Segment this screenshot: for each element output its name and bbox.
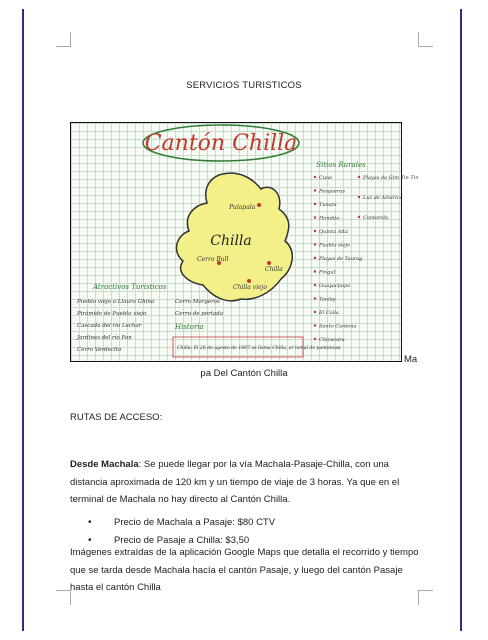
middle-section-title: Historia [175,323,204,331]
place-label: Cerro Bull [197,256,229,263]
list-dot [314,176,316,178]
paragraph-bold-lead: Desde Machala [70,459,139,470]
right-list-item: Playas de Taurag [319,256,363,262]
crop-mark-bottom-left [56,590,71,605]
right-list-item: Pesqueras [319,188,345,195]
right-list-item: Pueblo viejo [319,242,350,249]
place-label: Chilla [265,266,283,273]
left-list-item: Cerro Verdecito [77,347,122,353]
paragraph-google-maps: Imágenes extraídas de la aplicación Google Maps que detalla el recorrido y tiempo que se tarda desde Machala hacía el cantón Pasaje, y luego del cantón Pasaje hasta el cantón Chilla [70,547,419,593]
list-dot [314,216,316,218]
right-list-item: Playas de Gim Tin Tin [363,175,419,181]
left-list-item: Pirámide de Pueblo viejo [77,311,147,317]
left-list-item: Jardines del río Pan [77,335,132,341]
figure-caption-part1: Ma [404,354,418,365]
list-dot [314,324,316,326]
right-list-item: Taulay [319,296,336,303]
list-dot [314,311,316,313]
section-heading: RUTAS DE ACCESO: [70,412,163,423]
map-title: Cantón Chilla [144,131,298,156]
list-dot [314,189,316,191]
list-dot [358,176,360,178]
hand-drawn-map [71,123,419,363]
right-list-item: Hondito [319,215,340,222]
place-dot [247,279,251,283]
list-dot [314,297,316,299]
price-value: $3,50 [225,534,250,546]
map-image [70,122,419,362]
left-section-title: Atractivos Turisticos [93,283,167,291]
list-dot [358,196,360,198]
list-dot [314,203,316,205]
right-list-item: El Colla [319,310,339,316]
list-dot [314,257,316,259]
crop-mark-top-left [56,32,71,47]
list-dot [314,338,316,340]
history-note: Chilla: El 26 de agosto de 1897 se llama Chilla, el ramal de pantanosa [177,346,341,351]
right-list-item: Cune [319,175,333,181]
document-title: SERVICIOS TURISTICOS [186,80,302,91]
left-list-item: Cascada del río Lechar [77,323,142,329]
place-label: Chilla viejo [233,284,268,291]
right-list-item: Quinta Alta [319,229,348,235]
place-dot [257,203,261,207]
place-label: Pulapala [229,204,256,211]
price-value: $80 CTV [237,517,276,528]
middle-list-item: Cerro Morgeros [175,299,220,305]
list-dot [314,270,316,272]
place-dot [267,261,271,265]
crop-mark-top-right [418,32,433,47]
right-list-item: Tunani [319,202,337,208]
right-list-item: Luz de América [363,195,403,201]
map-center-label: Chilla [210,233,252,249]
right-list-item: Cantarola [363,215,388,221]
right-list-item: Chicacara [319,337,345,343]
crop-mark-bottom-right [418,590,433,605]
list-dot [314,243,316,245]
paragraph-machala [70,456,420,509]
price-label: Precio de Pasaje a Chilla: [114,534,226,546]
list-dot [314,230,316,232]
figure-caption-part2: pa Del Cantón Chilla [200,368,288,379]
right-list-item: Guayacpapa [319,283,351,289]
left-list-item: Pueblo viejo o Llaura Ghina [77,299,155,305]
right-list-item: Santo Cantena [319,323,357,330]
paragraph-text: : Se puede llegar por la vía Machala-Pasaje-Chilla, con una distancia aproximada de 120 km y un tiempo de viaje de 3 horas. Ya que en el terminal de Machala no hay directo al Cantón Chilla. [70,459,400,505]
list-dot [358,216,360,218]
right-list-item: Pingul [319,269,336,276]
right-section-title: Sitios Rurales [316,161,366,169]
price-item [88,514,275,532]
price-label: Precio de Machala a Pasaje: [114,517,238,528]
list-dot [314,284,316,286]
middle-list-item: Cerro de portada [175,311,224,317]
